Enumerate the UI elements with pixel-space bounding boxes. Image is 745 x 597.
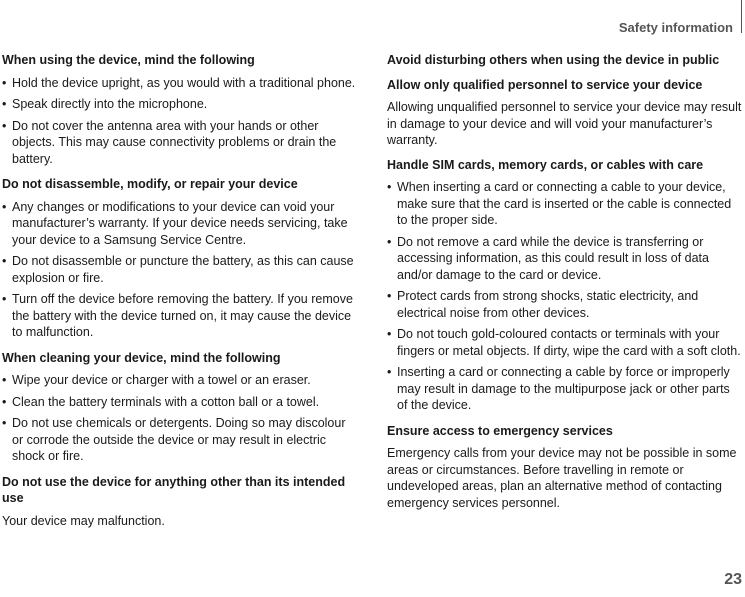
bullet-list — [2, 199, 360, 341]
bullet-list — [2, 75, 360, 168]
section-handle-cards — [387, 157, 742, 414]
section-emergency-services — [387, 423, 742, 512]
list-item: • Do not cover the antenna area with your hands or other objects. This may cause connectivity problems or drain the battery. — [2, 118, 337, 166]
section-avoid-disturbing — [387, 52, 742, 69]
bullet-list — [2, 372, 360, 465]
list-item: • Hold the device upright, as you would with a traditional phone. — [2, 75, 356, 90]
list-item: • Turn off the device before removing the battery. If you remove the battery with the device turned on, it may cause the device to malfunction. — [2, 292, 353, 339]
page-header-title: Safety information — [618, 20, 733, 35]
section-do-not-disassemble — [2, 176, 360, 341]
list-item: • Do not use chemicals or detergents. Doing so may discolour or corrode the outside the device or may result in electric shock or fire. — [2, 416, 346, 463]
list-item: • Inserting a card or connecting a cable by force or improperly may result in damage to the multipurpose jack or other parts of the device. — [387, 365, 730, 412]
left-column — [2, 52, 360, 537]
section-heading: Ensure access to emergency services — [387, 423, 613, 438]
list-item: • Do not remove a card while the device is transferring or accessing information, as this could result in loss of data and/or damage to the card or device. — [387, 234, 709, 282]
section-heading: When cleaning your device, mind the following — [2, 350, 281, 365]
section-heading: Do not disassemble, modify, or repair your device — [2, 177, 298, 191]
list-item: • Protect cards from strong shocks, static electricity, and electrical noise from other devices. — [387, 289, 699, 320]
bullet-list — [387, 179, 742, 414]
section-heading: Avoid disturbing others when using the device in public — [387, 53, 720, 67]
list-item: • Clean the battery terminals with a cotton ball or a towel. — [2, 394, 320, 409]
list-item: • Do not touch gold-coloured contacts or terminals with your fingers or metal objects. If dirty, wipe the card with a soft cloth. — [387, 327, 741, 358]
right-column — [387, 52, 742, 519]
section-heading: When using the device, mind the following — [2, 53, 255, 67]
list-item: • When inserting a card or connecting a cable to your device, make sure that the card is inserted or the cable is connected to the proper side. — [387, 180, 732, 227]
section-heading: Do not use the device for anything other than its intended use — [2, 474, 346, 505]
list-item: • Any changes or modifications to your device can void your manufacturer’s warranty. If your device needs servicing, take your device to a Samsung Service Centre. — [2, 199, 348, 247]
page-number: 23 — [724, 571, 742, 588]
section-heading: Handle SIM cards, memory cards, or cables with care — [387, 157, 704, 172]
list-item: • Speak directly into the microphone. — [2, 97, 208, 111]
list-item: • Do not disassemble or puncture the battery, as this can cause explosion or fire. — [2, 254, 354, 285]
list-item: • Wipe your device or charger with a towel or an eraser. — [2, 373, 311, 387]
section-body: Your device may malfunction. — [2, 513, 165, 528]
section-heading: Allow only qualified personnel to service your device — [387, 77, 703, 92]
section-qualified-personnel — [387, 77, 742, 149]
section-using-device — [2, 52, 360, 167]
section-cleaning — [2, 350, 360, 465]
section-intended-use — [2, 474, 360, 530]
section-body: Allowing unqualified personnel to service your device may result in damage to your device and will void your manufacturer’s warranty. — [387, 100, 742, 147]
header-rule — [741, 0, 742, 33]
section-body: Emergency calls from your device may not be possible in some areas or circumstances. Before travelling in remote or undeveloped areas, plan an alternative method of contacting emergency services personnel. — [387, 446, 737, 510]
